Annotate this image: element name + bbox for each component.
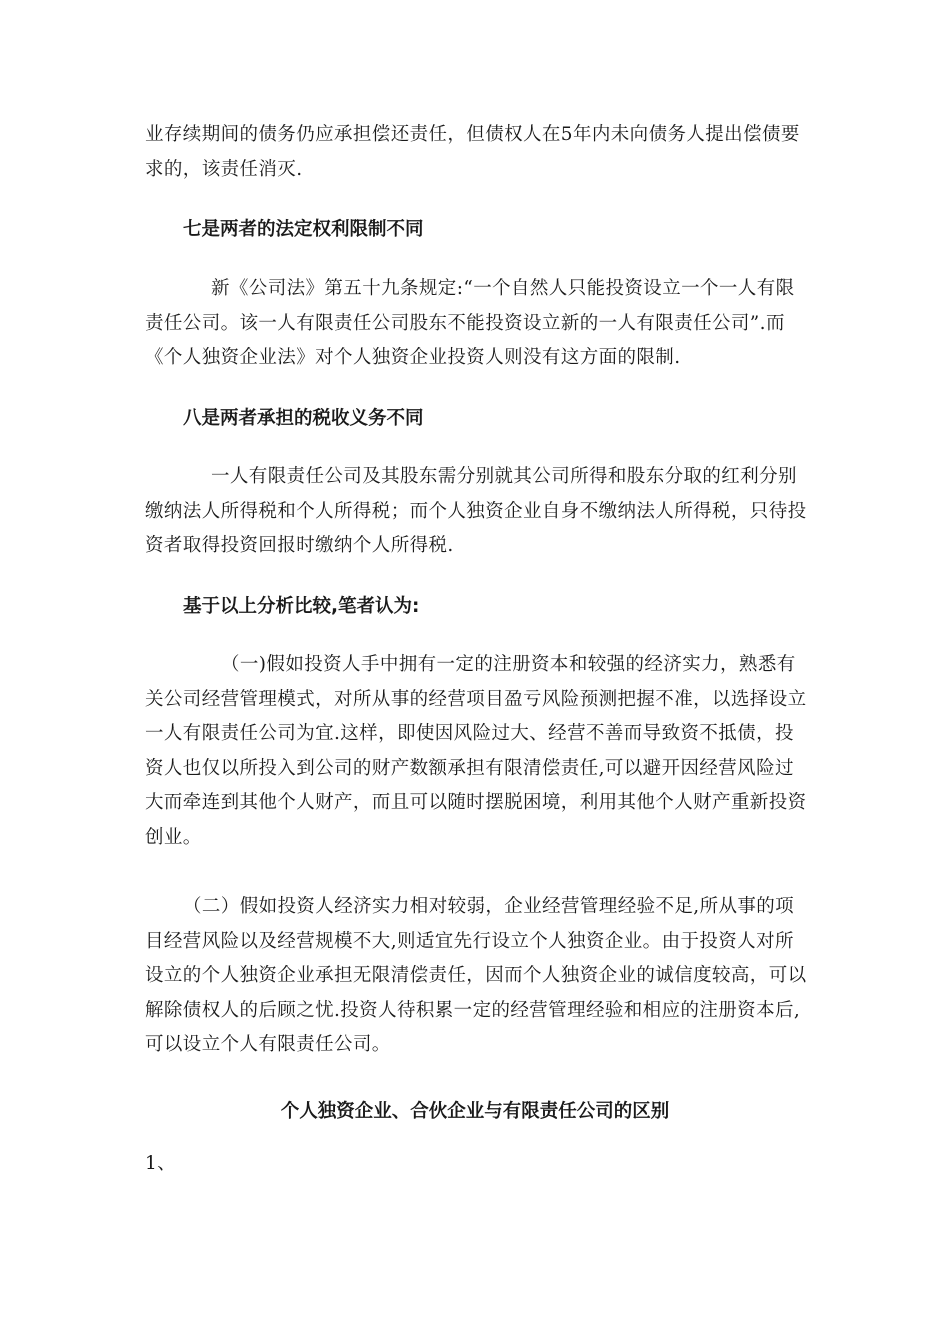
paragraph-option-two: （二）假如投资人经济实力相对较弱，企业经营管理经验不足,所从事的项目经营风险以及经营规模不大,则适宜先行设立个人独资企业。由于投资人对所设立的个人独资企业承担无限清偿责任，因而个人独资企业的诚信度较高，可以解除债权人的后顾之忧.投资人待积累一定的经营管理经验和相应的注册资本后,可以设立个人有限责任公司。: [145, 896, 807, 1055]
paragraph-liability-tail: 业存续期间的债务仍应承担偿还责任，但债权人在5年内未向债务人提出偿债要求的，该责任消灭.: [145, 124, 800, 180]
paragraph-rights-restriction: 新《公司法》第五十九条规定:“一个自然人只能投资设立一个一人有限责任公司。该一人有限责任公司股东不能投资设立新的一人有限责任公司”.而《个人独资企业法》对个人独资企业投资人则没有这方面的限制.: [145, 278, 795, 368]
heading-rights-restriction: 七是两者的法定权利限制不同: [183, 219, 424, 240]
heading-conclusion: 基于以上分析比较,笔者认为:: [183, 596, 420, 617]
list-item-number: 1、: [145, 1153, 177, 1174]
heading-tax-obligation: 八是两者承担的税收义务不同: [183, 408, 424, 429]
paragraph-option-one: （一)假如投资人手中拥有一定的注册资本和较强的经济实力，熟悉有关公司经营管理模式，对所从事的经营项目盈亏风险预测把握不准，以选择设立一人有限责任公司为宜.这样，即使因风险过大、经营不善而导致资不抵债，投资人也仅以所投入到公司的财产数额承担有限清偿责任,可以避开因经营风险过大而牵连到其他个人财产，而且可以随时摆脱困境，利用其他个人财产重新投资创业。: [145, 654, 807, 848]
paragraph-tax-obligation: 一人有限责任公司及其股东需分别就其公司所得和股东分取的红利分别缴纳法人所得税和个人所得税；而个人独资企业自身不缴纳法人所得税，只待投资者取得投资回报时缴纳个人所得税.: [145, 466, 807, 556]
section-title: 个人独资企业、合伙企业与有限责任公司的区别: [280, 1101, 670, 1122]
